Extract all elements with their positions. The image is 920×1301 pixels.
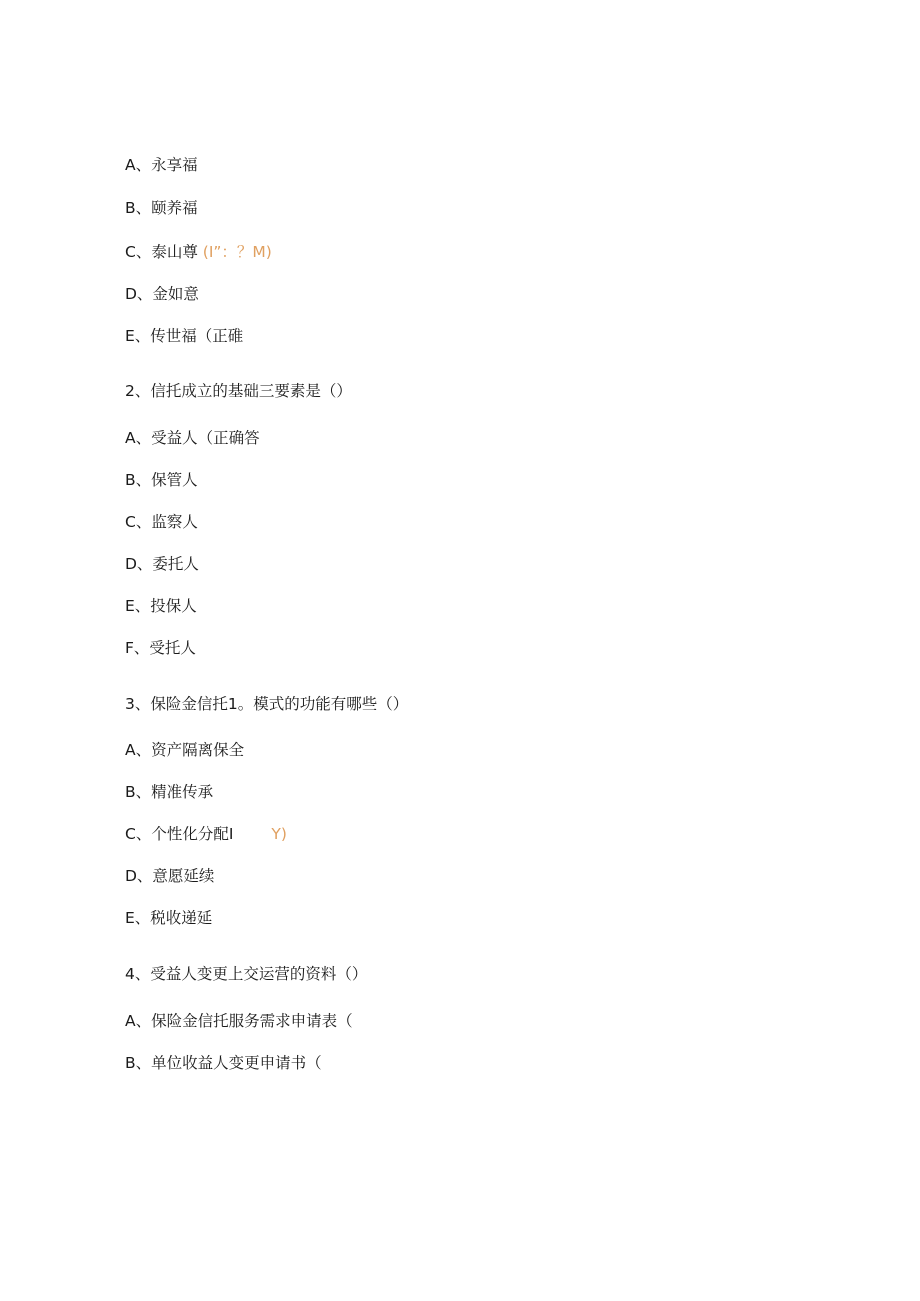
q1-option-c-text: C、泰山尊 bbox=[125, 243, 198, 261]
q2-option-b: B、保管人 bbox=[125, 471, 198, 489]
q3-option-c-text: C、个性化分配I bbox=[125, 825, 234, 843]
q1-option-c-mark: (I”：？M) bbox=[202, 243, 272, 261]
q4-option-b: B、单位收益人变更申请书（ bbox=[125, 1054, 322, 1072]
q1-option-a: A、永享福 bbox=[125, 156, 198, 174]
q3-option-e: E、税收递延 bbox=[125, 909, 213, 927]
q1-option-b: B、颐养福 bbox=[125, 199, 198, 217]
q2-option-e: E、投保人 bbox=[125, 597, 197, 615]
q1-option-d: D、金如意 bbox=[125, 285, 199, 303]
q3-option-c-mark: Y) bbox=[271, 825, 287, 843]
q2-option-d: D、委托人 bbox=[125, 555, 199, 573]
q1-option-c bbox=[125, 242, 272, 262]
q2-option-f: F、受托人 bbox=[125, 639, 196, 657]
q3-option-a: A、资产隔离保全 bbox=[125, 741, 245, 759]
q3-option-b: B、精准传承 bbox=[125, 783, 214, 801]
q2-option-a: A、受益人（正确答 bbox=[125, 429, 260, 447]
q3-question: 3、保险金信托1。模式的功能有哪些（） bbox=[125, 695, 409, 713]
q4-question: 4、受益人变更上交运营的资料（） bbox=[125, 965, 368, 983]
q2-option-c: C、监察人 bbox=[125, 513, 198, 531]
q3-option-c bbox=[125, 824, 287, 844]
q2-question: 2、信托成立的基础三要素是（） bbox=[125, 382, 352, 400]
q1-option-e: E、传世福（正碓 bbox=[125, 327, 244, 345]
q4-option-a: A、保险金信托服务需求申请表（ bbox=[125, 1012, 353, 1030]
q3-option-d: D、意愿延续 bbox=[125, 867, 215, 885]
